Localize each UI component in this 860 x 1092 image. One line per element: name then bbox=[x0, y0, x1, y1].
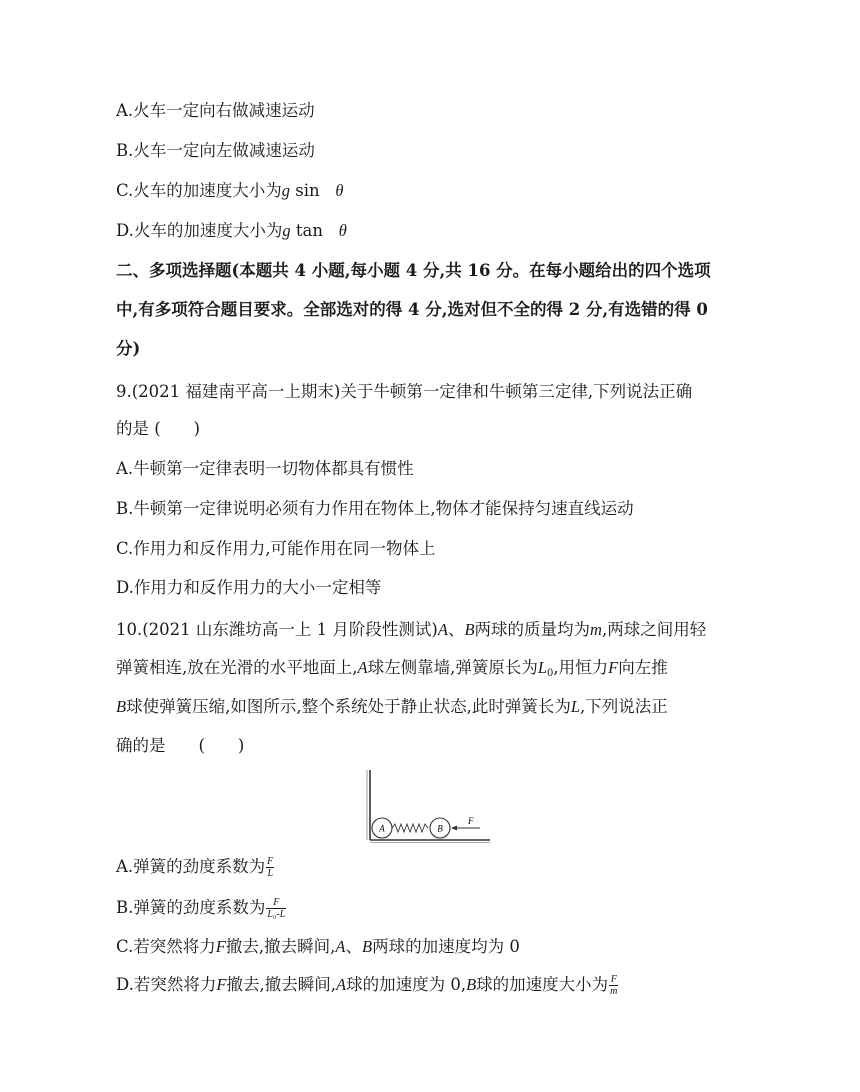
force-arrow-head bbox=[451, 826, 457, 831]
symbol-A: A bbox=[335, 937, 346, 956]
q9-option-b: B.牛顿第一定律说明必须有力作用在物体上,物体才能保持匀速直线运动 bbox=[116, 499, 634, 518]
symbol-F: F bbox=[216, 975, 227, 994]
text: 弹簧相连,放在光滑的水平地面上, bbox=[116, 658, 358, 677]
symbol-B: B bbox=[466, 975, 477, 994]
spring-figure bbox=[366, 768, 496, 848]
symbol-F: F bbox=[215, 937, 226, 956]
q9-stem-line-2: 的是 ( ) bbox=[116, 419, 201, 438]
numerator: F bbox=[267, 856, 274, 867]
symbol-A: A bbox=[335, 975, 347, 994]
symbol-F: F bbox=[608, 658, 619, 677]
q8-option-d bbox=[116, 220, 347, 242]
tan-function: tan bbox=[290, 221, 323, 240]
q10-option-d bbox=[116, 974, 618, 997]
fraction-f-over-l0-minus-l bbox=[266, 897, 286, 920]
symbol-m: m bbox=[590, 620, 602, 639]
symbol-g: g bbox=[282, 221, 291, 240]
text: 撤去,撤去瞬间, bbox=[225, 937, 336, 956]
section-header-line-1: 二、多项选择题(本题共 4 小题,每小题 4 分,共 16 分。在每小题给出的四个选项 bbox=[116, 261, 711, 280]
text: 球左侧靠墙,弹簧原长为 bbox=[367, 658, 538, 677]
text: 两球的加速度均为 0 bbox=[372, 937, 520, 956]
symbol-A: A bbox=[357, 658, 368, 677]
text: 、 bbox=[345, 937, 362, 956]
text: D.若突然将力 bbox=[116, 975, 217, 994]
text: 向左推 bbox=[618, 658, 668, 677]
q10-stem-line-1 bbox=[116, 619, 706, 641]
denominator: L₀-L bbox=[267, 909, 286, 920]
symbol-B: B bbox=[361, 937, 373, 956]
force-label: F bbox=[468, 816, 474, 826]
fraction-f-over-l bbox=[266, 856, 274, 879]
sin-function: sin bbox=[290, 181, 320, 200]
text: 球的加速度大小为 bbox=[476, 975, 609, 994]
symbol-L: L bbox=[537, 658, 548, 677]
section-header-line-3: 分) bbox=[116, 339, 141, 358]
q9-option-a: A.牛顿第一定律表明一切物体都具有惯性 bbox=[116, 459, 414, 478]
q8-option-c bbox=[116, 180, 344, 202]
q10-option-b bbox=[116, 897, 286, 920]
denominator: m bbox=[610, 986, 618, 997]
text: ,两球之间用轻 bbox=[601, 620, 707, 639]
ball-b-label: B bbox=[437, 823, 443, 834]
text: 撤去,撤去瞬间, bbox=[226, 975, 336, 994]
text: ,用恒力 bbox=[553, 658, 609, 677]
text: B.弹簧的劲度系数为 bbox=[116, 898, 266, 917]
q10-option-c bbox=[116, 936, 520, 958]
symbol-theta: θ bbox=[335, 181, 344, 200]
q9-option-c: C.作用力和反作用力,可能作用在同一物体上 bbox=[116, 539, 436, 558]
q8-option-a: A.火车一定向右做减速运动 bbox=[116, 101, 315, 120]
q10-stem-line-2 bbox=[116, 657, 668, 685]
symbol-B: B bbox=[116, 697, 127, 716]
symbol-g: g bbox=[281, 181, 291, 200]
text: 球的加速度为 0, bbox=[346, 975, 467, 994]
q8-option-d-prefix: D.火车的加速度大小为 bbox=[116, 221, 283, 240]
text: A.弹簧的劲度系数为 bbox=[116, 857, 266, 876]
section-header-line-2: 中,有多项符合题目要求。全部选对的得 4 分,选对但不全的得 2 分,有选错的得 0 bbox=[116, 300, 708, 319]
q8-option-c-prefix: C.火车的加速度大小为 bbox=[116, 181, 282, 200]
spring bbox=[392, 824, 428, 832]
text: ,下列说法正 bbox=[580, 697, 668, 716]
subscript-0: 0 bbox=[547, 668, 554, 679]
symbol-theta: θ bbox=[338, 221, 347, 240]
symbol-B: B bbox=[464, 620, 475, 639]
text: 、 bbox=[447, 620, 465, 639]
denominator: L bbox=[267, 868, 273, 879]
text: 两球的质量均为 bbox=[474, 620, 591, 639]
q10-option-a bbox=[116, 856, 274, 879]
text: C.若突然将力 bbox=[116, 937, 216, 956]
symbol-L: L bbox=[570, 697, 581, 716]
text: 球使弹簧压缩,如图所示,整个系统处于静止状态,此时弹簧长为 bbox=[126, 697, 571, 716]
q10-source: 10.(2021 山东潍坊高一上 1 月阶段性测试) bbox=[116, 620, 438, 639]
fraction-f-over-m bbox=[609, 974, 618, 997]
spring-diagram bbox=[366, 768, 496, 844]
ball-a-label: A bbox=[379, 823, 385, 834]
symbol-A: A bbox=[437, 620, 448, 639]
q9-option-d: D.作用力和反作用力的大小一定相等 bbox=[116, 578, 382, 597]
numerator: F bbox=[266, 897, 286, 909]
numerator: F bbox=[610, 974, 617, 985]
q8-option-b: B.火车一定向左做减速运动 bbox=[116, 141, 315, 160]
q9-stem-line-1: 9.(2021 福建南平高一上期末)关于牛顿第一定律和牛顿第三定律,下列说法正确 bbox=[116, 382, 693, 401]
q10-stem-line-4: 确的是 ( ) bbox=[116, 736, 245, 755]
q10-stem-line-3 bbox=[116, 696, 668, 718]
